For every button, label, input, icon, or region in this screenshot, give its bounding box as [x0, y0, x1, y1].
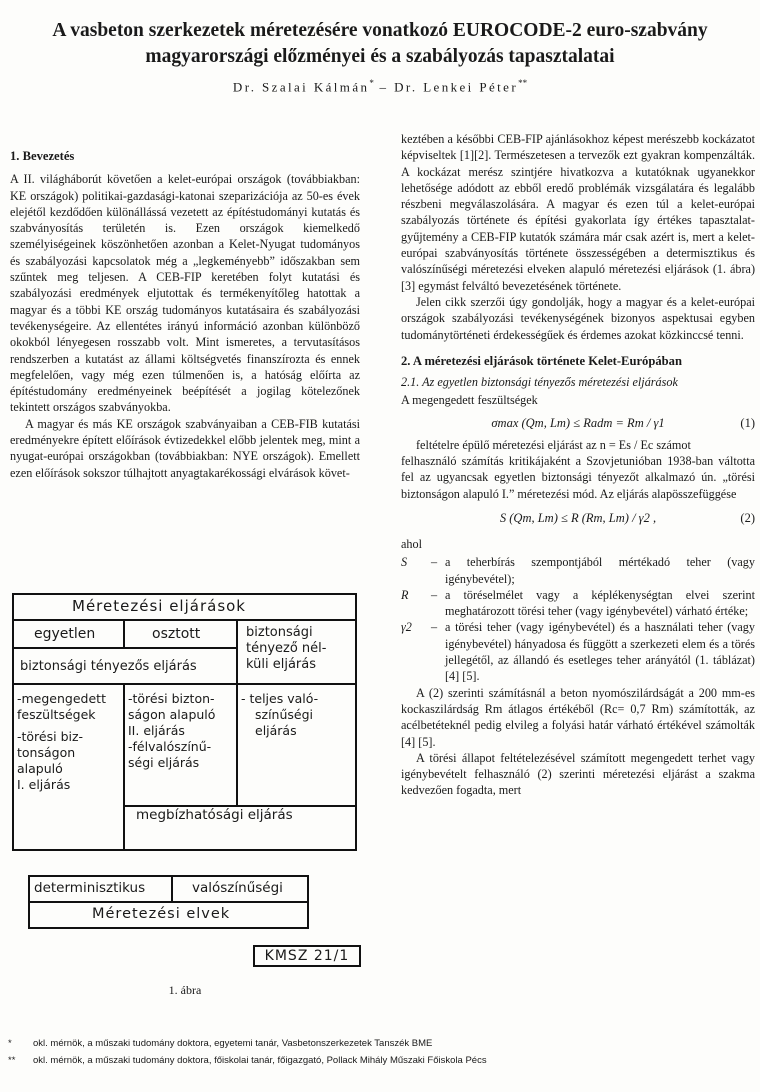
subsection-2-1-heading: 2.1. Az egyetlen biztonsági tényezős méretezési eljárások: [401, 375, 678, 390]
equation-1-body: σmax (Qm, Lm) ≤ Radm = Rm / γ1: [491, 415, 665, 430]
fig-label-meretezesi-elvek: Méretezési elvek: [92, 906, 231, 922]
fig-stamp-kmsz: KMSZ 21/1: [253, 945, 361, 967]
definition-symbol: γ2: [401, 620, 412, 635]
definition-dash: –: [431, 555, 438, 570]
equation-2: [401, 510, 755, 528]
section-1-heading: 1. Bevezetés: [10, 149, 75, 163]
fig-bizt-line-1: biztonsági: [246, 625, 313, 640]
fig-col-2-text: [128, 691, 215, 771]
equation-1-number: (1): [740, 415, 755, 430]
fig-c2-line: ságon alapuló: [128, 707, 216, 722]
fig-bizt-line-2: tényező nél-: [246, 641, 327, 656]
left-paragraph-2: A magyar és más KE országok szabványaiban a CEB-FIB kutatási eredményekre épített előírások évtizedekkel előbb jelentek meg, mint a nyugat-európai országokban (továbbiakban: NYE országok). Emellett ezen előírások sokszor túlhajtott anyagtakarékossági elvárások követ-: [10, 416, 360, 480]
fig-c3-line: - teljes való-: [241, 691, 319, 706]
author-separator: –: [373, 79, 395, 95]
fig-c1-line: alapuló: [17, 761, 63, 776]
fig-label-valoszinusegi: valószínűségi: [192, 880, 283, 896]
fig-col-3-text: [241, 691, 318, 739]
right-paragraph-1: Jelen cikk szerzői úgy gondolják, hogy a magyar és a kelet-európai országok szabályozási tevékenységének bizonyos aspektusai egyben tudománytörténeti érdekességűek és érdemes azokat közkinccsé tenni.: [401, 294, 755, 342]
right-paragraph-2: A megengedett feszültségek: [401, 393, 538, 408]
definition-item: [401, 554, 755, 587]
right-paragraph-0: keztében a későbbi CEB-FIP ajánlásokhoz képest merészebb kockázatot képviseltek [1][2]. Természetesen a tervezők ezt gyakran kompenzálták. A kockázat merész szintjére hivatkozva a kutatóknak ugyanekkor lehetősége adódott az ebből eredő problémák vizsgálatára és legalább részbeni megválaszolására. A magyar és ezen túl a kelet-európai szabályozás története és építési gyakorlata így értékes tapasztalat-gyűjtemény a CEB-FIP kutatók számára már csak azért is, mert a kelet-európai szabványosítás története összességében a determisztikus és valószínűségi méretezési elveken alapuló méretezési eljárások (1. ábra) [3] egymást felváltó bevezetésének története.: [401, 132, 755, 293]
fig-c1-line: feszültségek: [17, 707, 96, 722]
fig-c2-line: -félvalószínű-: [128, 739, 212, 754]
left-paragraph-1: A II. világháborút követően a kelet-európai országok (továbbiakban: KE országok) politikai-gazdasági-katonai szeparizációja az 50-es évek elejétől kezdődően különállássá vezetett az építéstudományi kutatás és szabványosítás területén is. Ezen országok kiemelkedő személyiségeinek köszönhetően azonban a Kelet-Nyugat tudományos és szabályozási kapcsolatok még a „legkeményebb” időszakban sem szűntek meg teljesen. A CEB-FIP keretében folyt kutatási és szabályozási eredmények eljutottak és termékenyítőleg hatottak a magyar és a többi KE ország tudományos kutatásaira és szabályozási tevékenységeire. Az ellentétes irányú információ azonban különböző okokból lényegesen rosszabb volt. Mint ismeretes, a tervutasításos rendszerben a kutatást az állami költségvetés finanszírozta és ennek megfelelően, vagy még ezen túlmenően is, a hatóság előírta az építéstudomány eredményeinek beépítését a jogilag kötelezőnek tekintett országos szabványokba.: [10, 172, 360, 415]
definition-dash: –: [431, 620, 438, 635]
fig-label-bizt-nelkuli: [246, 625, 326, 673]
equation-2-number: (2): [740, 510, 755, 525]
definition-text: a törési teher (vagy igénybevétel) és a használati teher (vagy igénybevétel) hányadosa és függött a szerkezeti elem és a törés jellegétől, az állandó és esetleges teher arányától (1. táblázat) [4] [5].: [445, 620, 755, 684]
author-1: Dr. Szalai Kálmán: [232, 79, 370, 95]
fig-c2-line: ségi eljárás: [128, 755, 200, 770]
fig-c1-line: I. eljárás: [17, 777, 71, 792]
equation-2-body: S (Qm, Lm) ≤ R (Rm, Lm) / γ2 ,: [499, 510, 657, 525]
author-2: Dr. Lenkei Péter: [394, 79, 519, 95]
fig-label-egyetlen: egyetlen: [34, 626, 96, 642]
definition-text: a töréselmélet vagy a képlékenységtan elvei szerint meghatározott törési teher (vagy igénybevétel) várható értéke;: [445, 587, 755, 619]
footnote-2: [8, 1055, 487, 1066]
right-paragraph-4: A (2) szerinti számításnál a beton nyomószilárdságát a 200 mm-es kockaszilárdság Rm átlagos értékéből (Rc= 0,7 Rm) számították, az acélbetéteknél pedig elvileg a folyási határ várható értékével számolták [4] [5].: [401, 685, 755, 749]
fig-c1-line: tonságon: [17, 745, 76, 760]
fig-label-osztott: osztott: [152, 626, 201, 642]
definition-text: a teherbírás szempontjából mértékadó teher (vagy igénybevétel);: [445, 555, 755, 586]
title-line-2: magyarországi előzményei és a szabályozás tapasztalatai: [145, 46, 615, 67]
footnote-2-mark: **: [8, 1055, 16, 1066]
fig-bizt-line-3: küli eljárás: [246, 657, 316, 672]
figure-1-diagram: [12, 593, 357, 968]
right-paragraph-3: felhasználó számítás kritikájaként a Szovjetunióban 1938-ban váltotta fel az ugyancsak egyetlen biztonsági tényezőt alkalmazó ún. „törési biztonságon alapuló I.” méretezési mód. Az eljárás alapösszefüggése: [401, 454, 755, 501]
fig-c3-line: színűségi: [255, 707, 314, 722]
definition-symbol: R: [401, 587, 409, 602]
author-1-mark: *: [369, 78, 374, 88]
fig-label-bizt-tenyezos: biztonsági tényezős eljárás: [20, 659, 197, 674]
fig-c1-line: -törési biz-: [17, 729, 84, 744]
footnote-1-mark: *: [8, 1038, 12, 1049]
fig-label-determinisztikus: determinisztikus: [34, 880, 146, 896]
definition-symbol: S: [401, 555, 408, 570]
right-paragraph-3a: feltételre épülő méretezési eljárást az n = Es / Ec számot: [416, 437, 691, 452]
definition-list: [401, 554, 755, 684]
footnote-1-text: okl. mérnök, a műszaki tudomány doktora, egyetemi tanár, Vasbetonszerkezetek Tanszék BME: [33, 1038, 433, 1049]
figure-1-caption: 1. ábra: [168, 983, 202, 997]
equation-1: [401, 415, 755, 433]
fig-c3-line: eljárás: [255, 723, 297, 738]
right-paragraph-5: A törési állapot feltételezésével számított megengedett terhet vagy igénybevételt felhasználó (2) szerinti méretezési eljárást a szakma kedvezően fogadta, mert: [401, 750, 755, 798]
title-line-1: A vasbeton szerkezetek méretezésére vonatkozó EUROCODE-2 euro-szabvány: [52, 20, 708, 41]
fig-c1-line: -megengedett: [17, 691, 106, 706]
definition-item: [401, 587, 755, 620]
right-column: [401, 131, 755, 799]
fig-label-megbizhatosagi: megbízhatósági eljárás: [136, 807, 293, 823]
left-column: [10, 148, 360, 481]
fig-c2-line: II. eljárás: [128, 723, 185, 738]
authors: [0, 78, 760, 95]
definition-item: [401, 619, 755, 684]
author-2-mark: **: [518, 78, 528, 88]
fig-col-1-text: [17, 691, 106, 793]
definition-dash: –: [431, 587, 438, 602]
footnote-2-text: okl. mérnök, a műszaki tudomány doktora, főiskolai tanár, főigazgató, Pollack Mihály Műszaki Főiskola Pécs: [33, 1055, 487, 1066]
fig-label-meretezesi-eljarasok: Méretezési eljárások: [72, 597, 246, 615]
section-2-heading: 2. A méretezési eljárások története Kelet-Európában: [401, 353, 682, 368]
fig-c2-line: -törési bizton-: [128, 691, 215, 706]
footnote-1: [8, 1038, 432, 1049]
ahol-label: ahol: [401, 536, 422, 551]
